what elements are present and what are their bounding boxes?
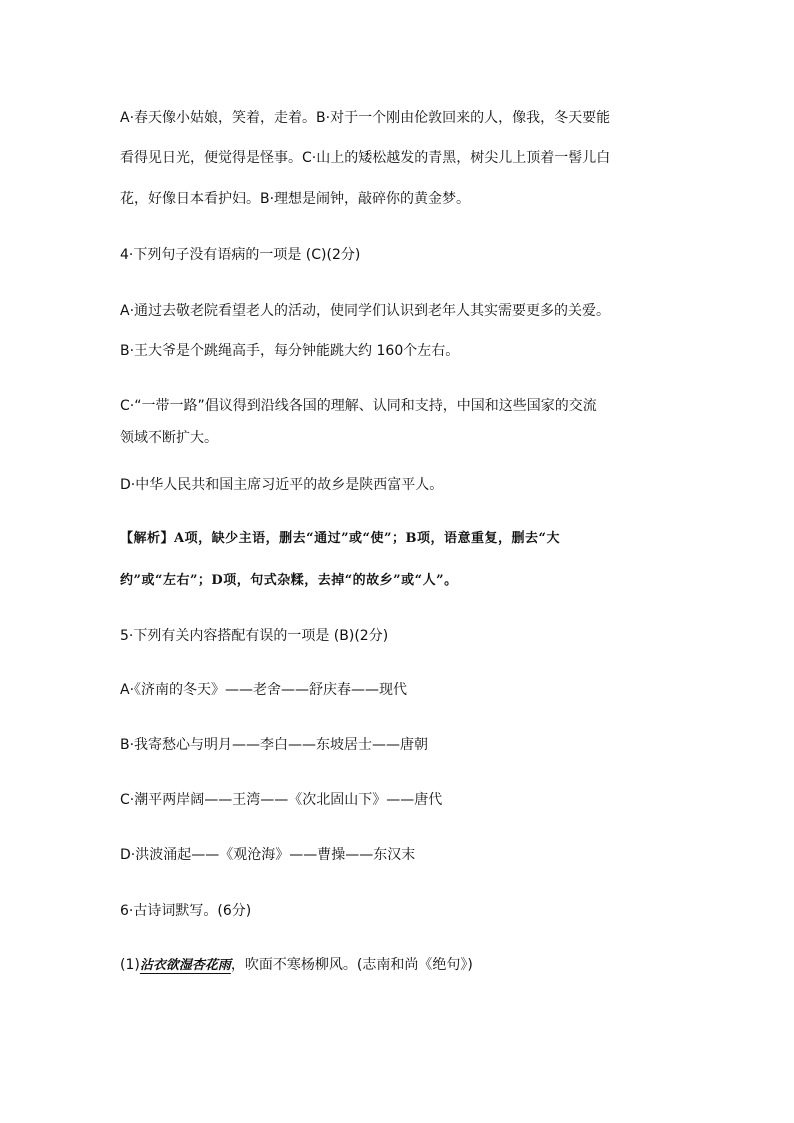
q5-option-b: B·我寄愁心与明月——李白——东坡居士——唐朝 [120, 737, 429, 753]
q5-stem: 5·下列有关内容搭配有误的一项是 (B)(2分) [120, 628, 389, 644]
q5-option-a: A·《济南的冬天》——老舍——舒庆春——现代 [120, 682, 408, 698]
q4-option-d: D·中华人民共和国主席习近平的故乡是陕西富平人。 [120, 477, 444, 493]
q6-item-1-answer: 沾衣欲湿杏花雨 [139, 958, 231, 973]
q4-analysis-line-2: 约”或“左右”；D项，句式杂糅，去掉“的故乡”或“人”。 [120, 573, 458, 588]
q4-option-b: B·王大爷是个跳绳高手，每分钟能跳大约 160个左右。 [120, 343, 460, 359]
q3-options-line-3: 花，好像日本看护妇。B·理想是闹钟，敲碎你的黄金梦。 [120, 191, 471, 207]
q5-option-d: D·洪波涌起——《观沧海》——曹操——东汉末 [120, 847, 416, 863]
q3-options-line-1: A·春天像小姑娘，笑着，走着。B·对于一个刚由伦敦回来的人，像我，冬天要能 [120, 110, 611, 126]
q4-option-a: A·通过去敬老院看望老人的活动，使同学们认识到老年人其实需要更多的关爱。 [120, 303, 611, 319]
q4-stem: 4·下列句子没有语病的一项是 (C)(2分) [120, 247, 361, 263]
q6-item-1-rest: ，吹面不寒杨柳风。(志南和尚《绝句》) [230, 957, 473, 973]
q4-analysis-line-1: 【解析】A项，缺少主语，删去“通过”或“使”；B项，语意重复，删去“大 [120, 531, 560, 546]
q6-item-1-number: (1) [120, 957, 140, 973]
q3-options-line-2: 看得见日光，便觉得是怪事。C·山上的矮松越发的青黑，树尖儿上顶着一髻儿白 [120, 150, 611, 166]
q4-option-c-line-1: C·“一带一路”倡议得到沿线各国的理解、认同和支持，中国和这些国家的交流 [120, 398, 597, 414]
q6-stem: 6·古诗词默写。(6分) [120, 903, 252, 919]
q4-option-c-line-2: 领域不断扩大。 [120, 430, 218, 446]
q6-item-1 [120, 955, 473, 976]
q5-option-c: C·潮平两岸阔——王湾——《次北固山下》——唐代 [120, 792, 443, 808]
